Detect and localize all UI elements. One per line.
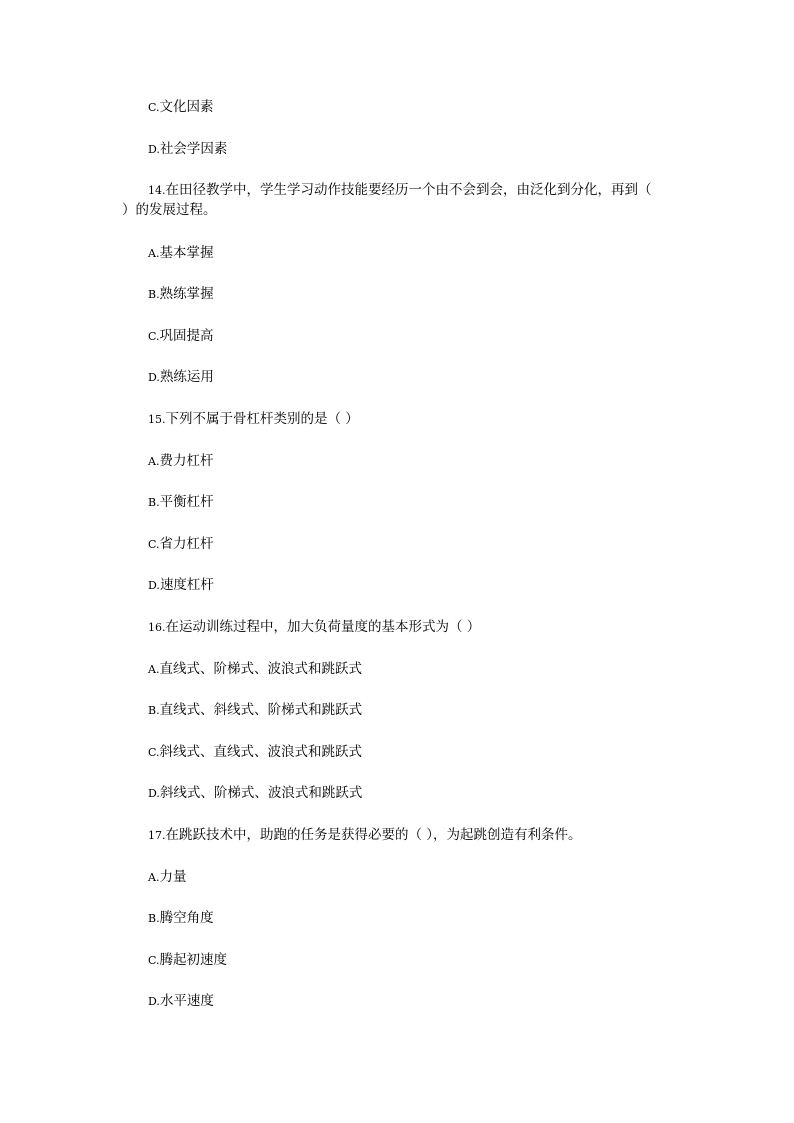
- option-text: 斜线式、阶梯式、波浪式和跳跃式: [159, 785, 363, 801]
- option-text: 熟练掌握: [159, 286, 214, 302]
- question-16: [148, 617, 480, 638]
- option-label: D.: [148, 579, 160, 592]
- option-d-q15: [148, 575, 214, 596]
- option-text: 费力杠杆: [159, 453, 214, 469]
- option-label: D.: [148, 787, 160, 800]
- option-label: A.: [148, 871, 160, 884]
- option-label: C.: [148, 330, 160, 343]
- question-text: 在田径教学中，学生学习动作技能要经历一个由不会到会，由泛化到分化，再到（: [165, 182, 652, 198]
- option-b-q14: [148, 284, 214, 305]
- option-text: 腾起初速度: [159, 952, 228, 968]
- question-15: [148, 409, 359, 430]
- option-b-q16: [148, 700, 362, 721]
- option-text: 基本掌握: [159, 245, 214, 261]
- option-text: 文化因素: [159, 99, 214, 115]
- option-a-q14: [148, 243, 213, 264]
- option-d-q17: [148, 991, 214, 1012]
- option-b-q15: [148, 492, 214, 513]
- option-label: D.: [148, 995, 160, 1008]
- option-a-q15: [148, 451, 213, 472]
- option-d-q16: [148, 783, 362, 804]
- option-text: 直线式、斜线式、阶梯式和跳跃式: [159, 702, 363, 718]
- question-text: 在运动训练过程中，加大负荷量度的基本形式为（ ）: [165, 619, 481, 635]
- option-label: A.: [148, 663, 160, 676]
- option-d-q14: [148, 367, 214, 388]
- option-label: B.: [148, 912, 160, 925]
- option-c-q13: [148, 97, 214, 118]
- question-14-continuation: [122, 200, 217, 220]
- option-text: 腾空角度: [159, 910, 214, 926]
- question-text: 在跳跃技术中，助跑的任务是获得必要的（ ），为起跳创造有利条件。: [165, 827, 582, 843]
- option-label: D.: [148, 143, 160, 156]
- option-text: 速度杠杆: [159, 577, 214, 593]
- option-label: A.: [148, 455, 160, 468]
- option-label: B.: [148, 704, 160, 717]
- option-label: B.: [148, 288, 160, 301]
- option-label: C.: [148, 746, 160, 759]
- question-text: 下列不属于骨杠杆类别的是（ ）: [165, 411, 359, 427]
- option-c-q14: [148, 326, 214, 347]
- option-text: 平衡杠杆: [159, 494, 214, 510]
- option-c-q16: [148, 742, 362, 763]
- option-a-q17: [148, 867, 186, 888]
- option-c-q17: [148, 950, 227, 971]
- option-text: 巩固提高: [159, 328, 214, 344]
- option-text: 省力杠杆: [159, 536, 214, 552]
- option-label: C.: [148, 538, 160, 551]
- question-number: 16.: [148, 621, 166, 634]
- question-number: 17.: [148, 829, 166, 842]
- option-label: C.: [148, 954, 160, 967]
- question-text-continued: ）的发展过程。: [122, 202, 217, 218]
- question-number: 14.: [148, 184, 166, 197]
- option-text: 力量: [159, 869, 187, 885]
- option-label: C.: [148, 101, 160, 114]
- option-text: 熟练运用: [159, 369, 214, 385]
- option-c-q15: [148, 534, 214, 555]
- option-label: B.: [148, 496, 160, 509]
- option-b-q17: [148, 908, 214, 929]
- question-14: [148, 180, 652, 201]
- option-text: 直线式、阶梯式、波浪式和跳跃式: [159, 661, 362, 677]
- option-label: A.: [148, 247, 160, 260]
- option-text: 社会学因素: [159, 141, 228, 157]
- option-d-q13: [148, 139, 227, 160]
- option-text: 水平速度: [159, 993, 214, 1009]
- question-number: 15.: [148, 413, 166, 426]
- question-17: [148, 825, 582, 846]
- option-label: D.: [148, 371, 160, 384]
- option-text: 斜线式、直线式、波浪式和跳跃式: [159, 744, 363, 760]
- option-a-q16: [148, 659, 362, 680]
